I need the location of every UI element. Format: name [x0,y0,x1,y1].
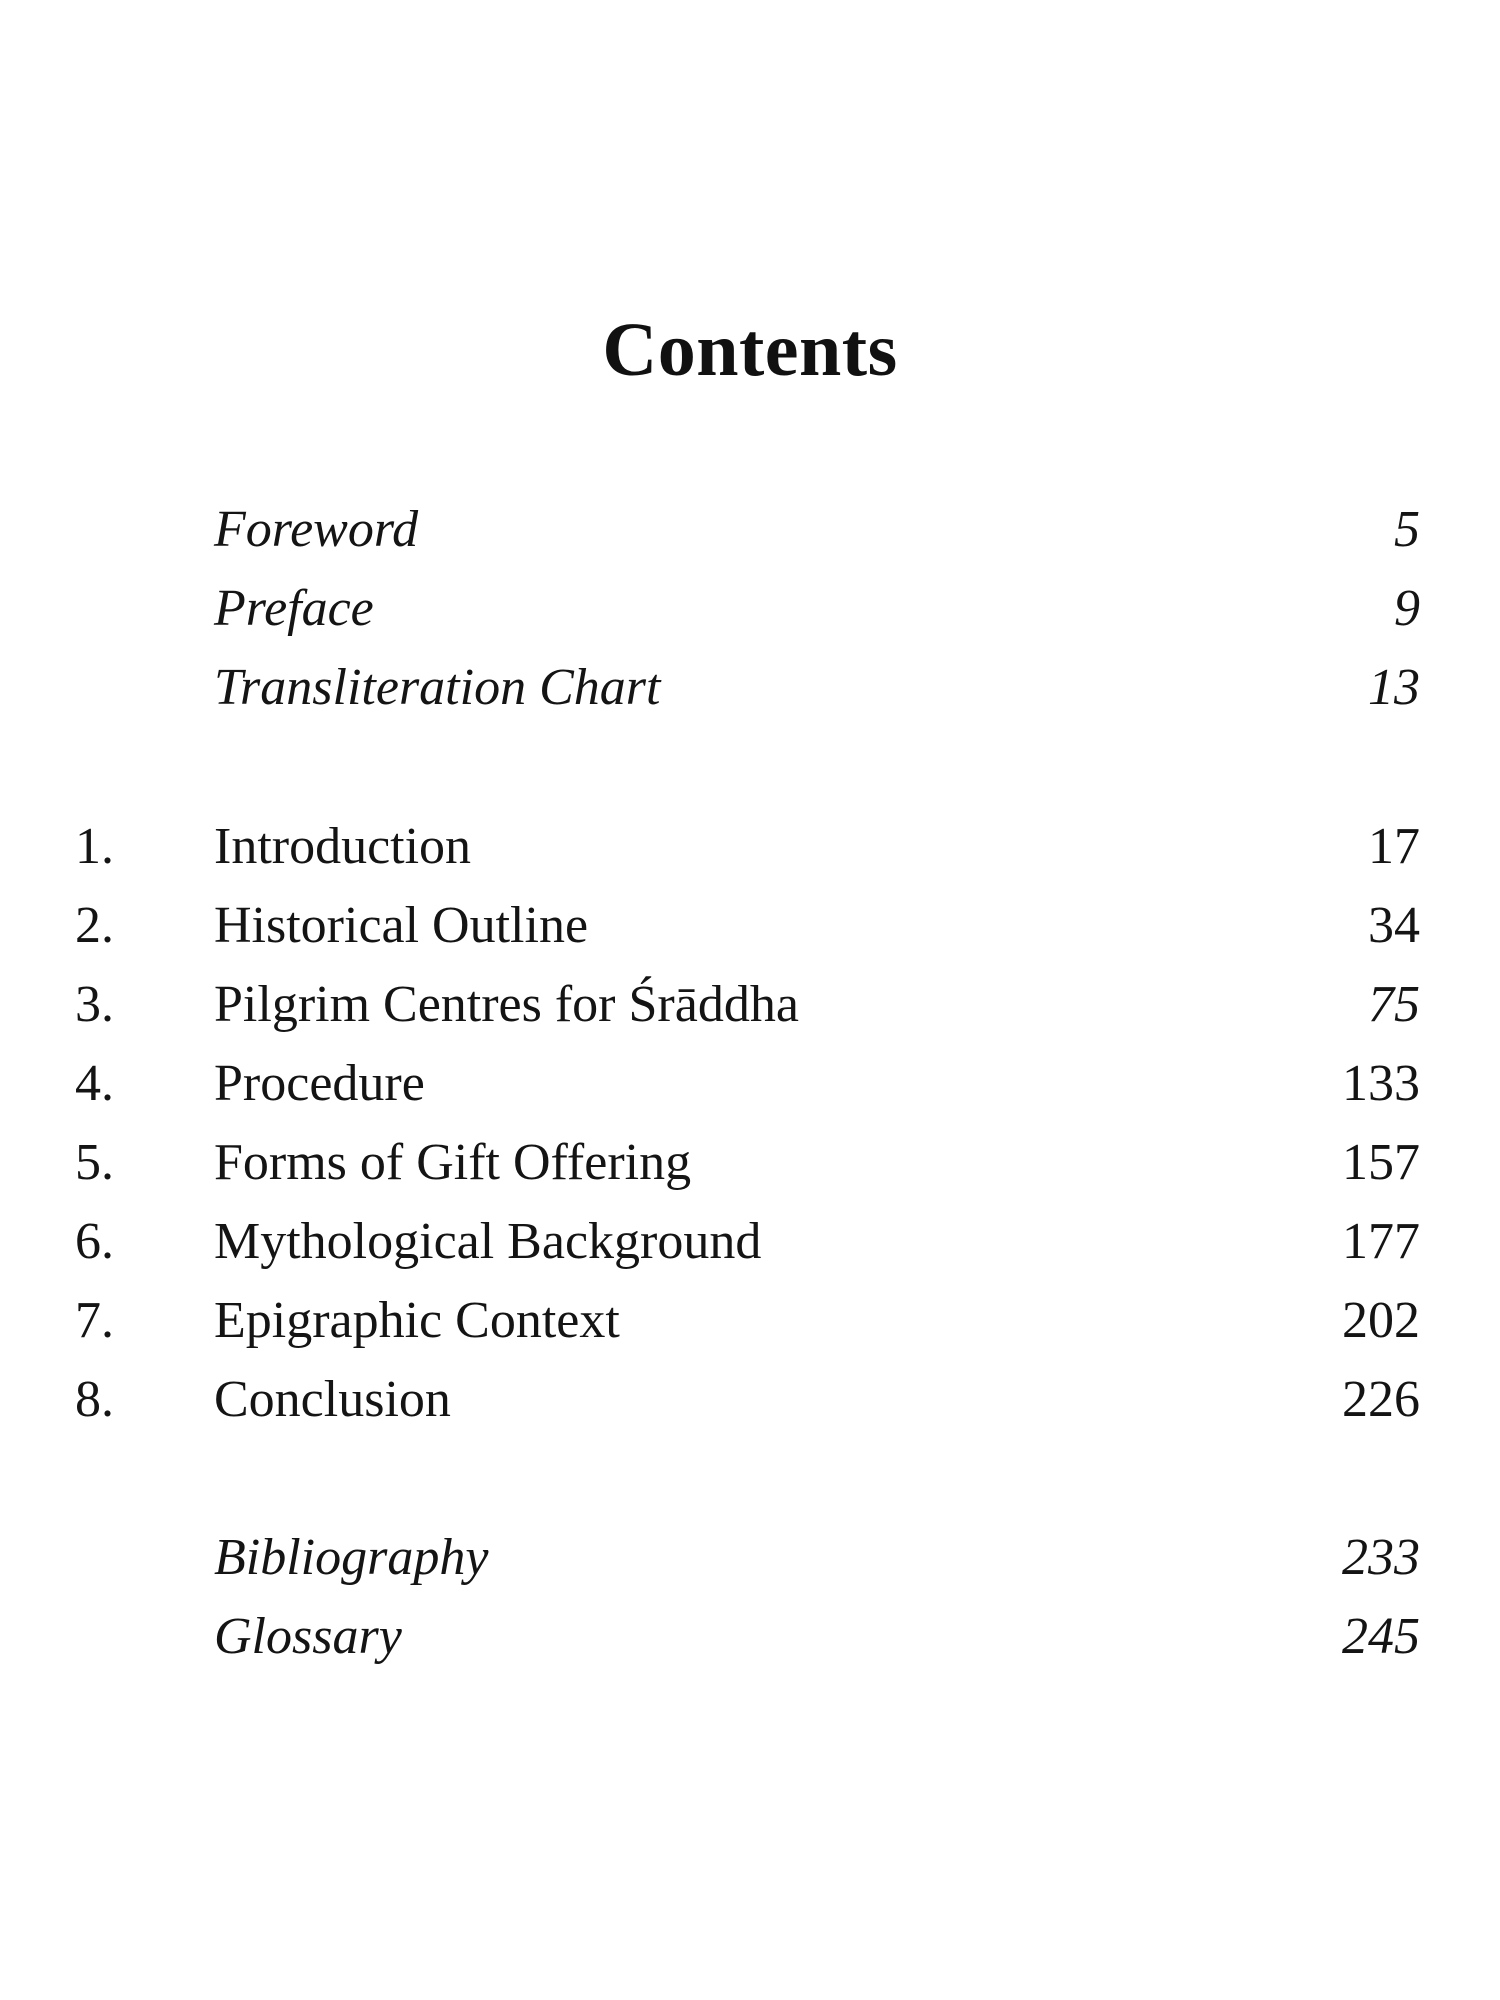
toc-chapter-label: Procedure [214,1055,425,1112]
toc-chapter-1 [0,812,1500,882]
toc-chapter-number: 4. [75,1055,114,1112]
toc-entry-label: Foreword [214,501,419,558]
toc-chapter-number: 7. [75,1292,114,1349]
toc-entry-page: 13 [1368,659,1420,716]
toc-chapter-page: 34 [1368,897,1420,954]
toc-entry-label: Preface [214,580,374,637]
toc-chapter-label: Pilgrim Centres for Śrāddha [214,976,799,1033]
toc-entry-glossary [0,1602,1500,1672]
toc-chapter-page: 17 [1368,818,1420,875]
toc-entry-foreword [0,495,1500,565]
toc-chapter-label: Historical Outline [214,897,589,954]
toc-entry-label: Transliteration Chart [214,659,661,716]
toc-chapter-2 [0,891,1500,961]
toc-chapter-page: 177 [1342,1213,1420,1270]
toc-chapter-5 [0,1128,1500,1198]
toc-chapter-page: 202 [1342,1292,1420,1349]
toc-entry-label: Glossary [214,1608,402,1665]
toc-chapter-number: 8. [75,1371,114,1428]
page-title: Contents [602,308,898,392]
toc-chapter-page: 226 [1342,1371,1420,1428]
toc-chapter-label: Conclusion [214,1371,451,1428]
toc-chapter-7 [0,1286,1500,1356]
toc-chapter-page: 133 [1342,1055,1420,1112]
toc-entry-page: 9 [1394,580,1420,637]
toc-chapter-number: 3. [75,976,114,1033]
toc-chapter-number: 1. [75,818,114,875]
toc-chapter-label: Epigraphic Context [214,1292,620,1349]
toc-entry-label: Bibliography [214,1529,489,1586]
toc-chapter-label: Mythological Background [214,1213,762,1270]
toc-chapter-page: 75 [1368,976,1420,1033]
toc-chapter-number: 6. [75,1213,114,1270]
toc-entry-page: 245 [1342,1608,1420,1665]
toc-entry-transliteration-chart [0,653,1500,723]
toc-chapter-4 [0,1049,1500,1119]
toc-entry-page: 5 [1394,501,1420,558]
toc-entry-bibliography [0,1523,1500,1593]
toc-chapter-page: 157 [1342,1134,1420,1191]
toc-chapter-label: Forms of Gift Offering [214,1134,692,1191]
toc-chapter-6 [0,1207,1500,1277]
toc-chapter-label: Introduction [214,818,472,875]
toc-chapter-number: 5. [75,1134,114,1191]
toc-chapter-8 [0,1365,1500,1435]
toc-chapter-number: 2. [75,897,114,954]
toc-entry-page: 233 [1342,1529,1420,1586]
toc-entry-preface [0,574,1500,644]
toc-chapter-3 [0,970,1500,1040]
